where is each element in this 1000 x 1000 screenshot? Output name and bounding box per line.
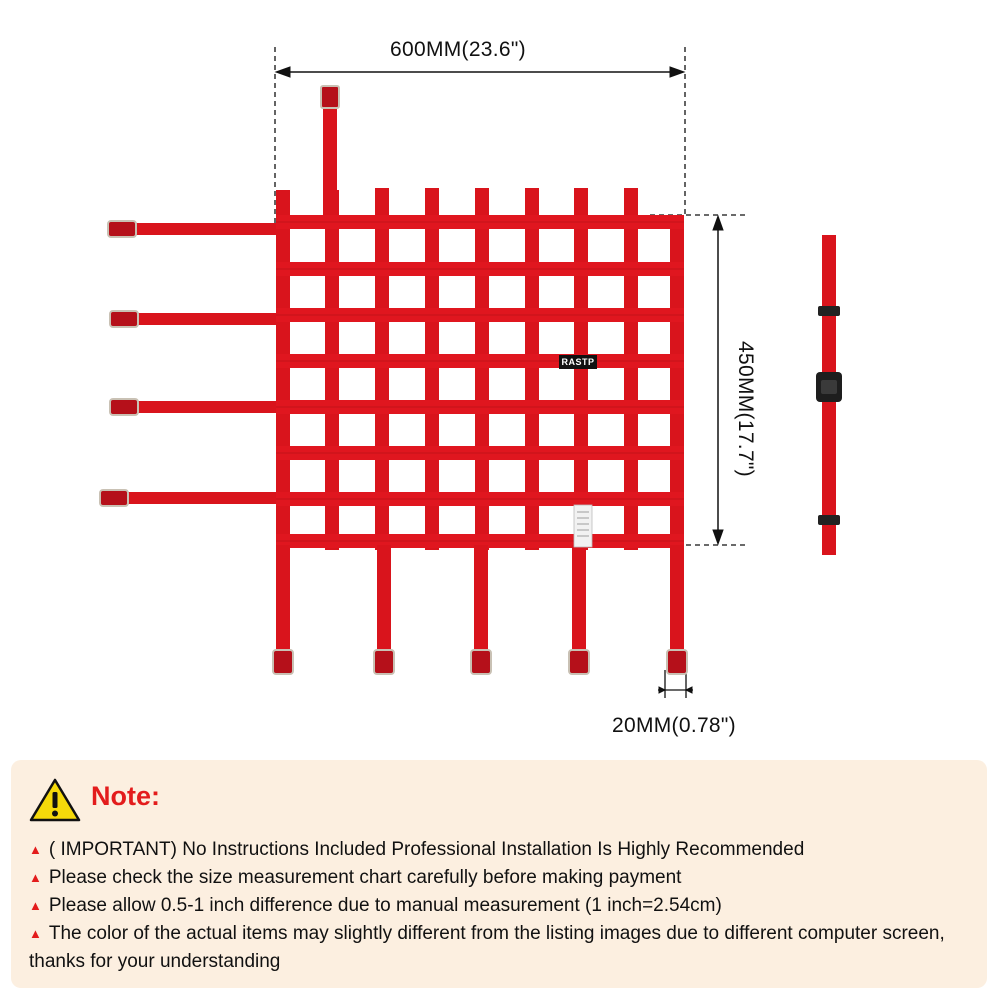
- note-item: ▲ Please allow 0.5-1 inch difference due to manual measurement (1 inch=2.54cm): [29, 895, 722, 916]
- note-panel: [11, 760, 987, 988]
- red-triangle-bullet-icon: ▲: [29, 870, 42, 885]
- adjustable-buckle-strap: [816, 235, 842, 555]
- red-triangle-bullet-icon: ▲: [29, 842, 42, 857]
- note-title: Note:: [91, 781, 160, 811]
- note-item: ▲ Please check the size measurement chart carefully before making payment: [29, 867, 682, 888]
- height-dimension-label: 450MM(17.7"): [734, 341, 757, 477]
- warning-triangle-icon: [29, 778, 81, 822]
- note-item: ▲ The color of the actual items may slightly different from the listing images due to different computer screen, thanks for your understanding: [29, 923, 945, 972]
- note-item: ▲ ( IMPORTANT) No Instructions Included Professional Installation Is Highly Recommended: [29, 839, 805, 860]
- brand-tag: RASTP: [559, 355, 597, 369]
- strap-width-dimension-label: 20MM(0.78"): [612, 714, 736, 737]
- note-list: [29, 836, 979, 976]
- racing-window-net: [100, 86, 687, 674]
- width-dimension-label: 600MM(23.6"): [390, 38, 526, 61]
- red-triangle-bullet-icon: ▲: [29, 898, 42, 913]
- red-triangle-bullet-icon: ▲: [29, 926, 42, 941]
